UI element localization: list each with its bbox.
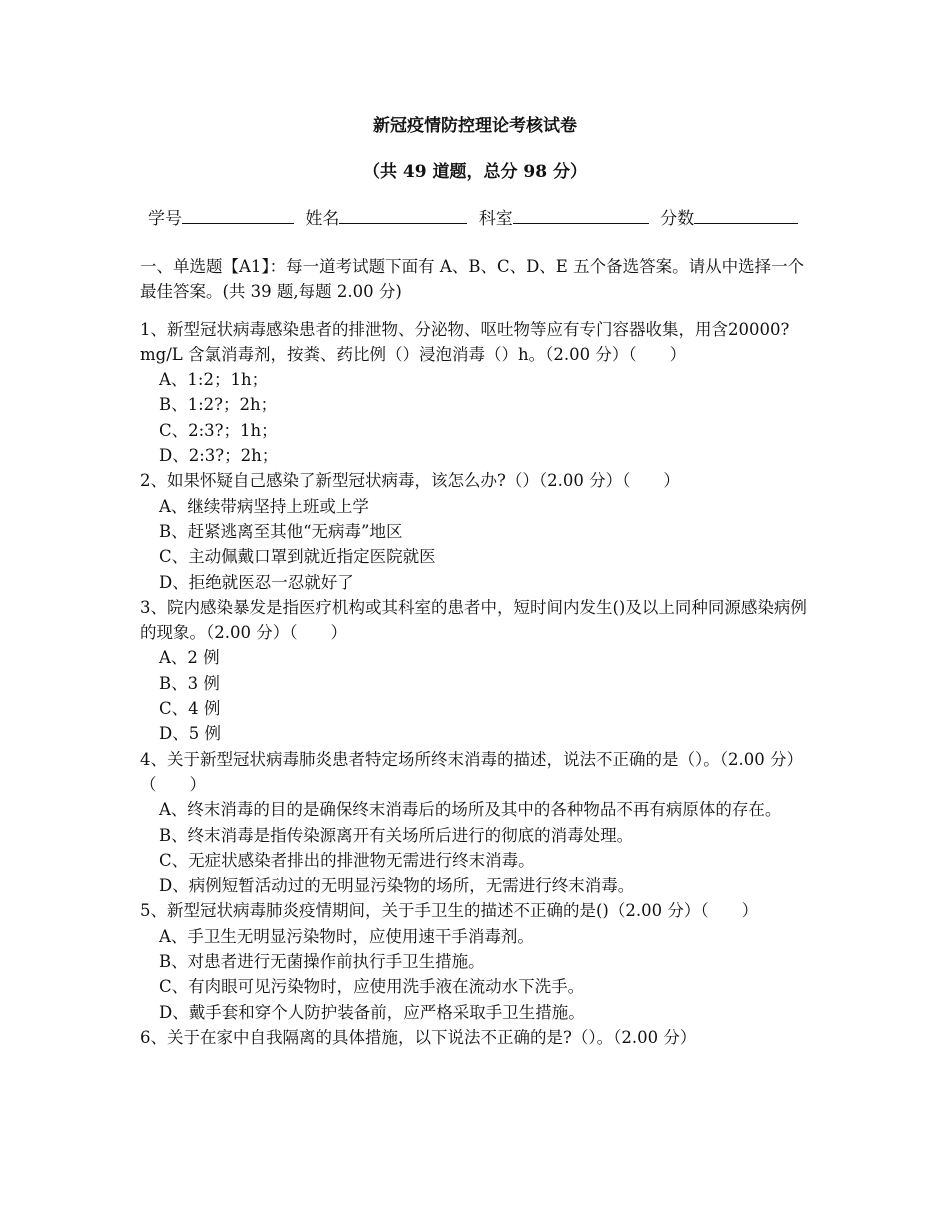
option-d: D、戴手套和穿个人防护装备前，应严格采取手卫生措施。 (159, 1002, 585, 1022)
option-a: A、手卫生无明显污染物时，应使用速干手消毒剂。 (159, 926, 534, 946)
question-stem: 3、院内感染暴发是指医疗机构或其科室的患者中，短时间内发生()及以上同种同源感染病例的现象。（2.00 分）（ ） (140, 597, 807, 643)
student-id-label: 学号 (148, 209, 182, 229)
option-a: A、2 例 (159, 648, 220, 668)
option-c: C、无症状感染者排出的排泄物无需进行终末消毒。 (159, 850, 535, 870)
question-stem: 5、新型冠状病毒肺炎疫情期间，关于手卫生的描述不正确的是()（2.00 分）（ ） (140, 901, 759, 921)
question-1 (140, 317, 810, 469)
student-info-line (148, 206, 804, 231)
option-d: D、5 例 (159, 724, 221, 744)
option-a: A、继续带病坚持上班或上学 (159, 496, 369, 516)
option-b: B、对患者进行无菌操作前执行手卫生措施。 (159, 952, 485, 972)
question-stem: 1、新型冠状病毒感染患者的排泄物、分泌物、呕吐物等应有专门容器收集，用含20000?mg/L 含氯消毒剂，按粪、药比例（）浸泡消毒（）h。（2.00 分）（ ） (140, 319, 790, 364)
option-a: A、终末消毒的目的是确保终末消毒后的场所及其中的各种物品不再有病原体的存在。 (159, 800, 782, 820)
exam-content (140, 254, 810, 1050)
name-label: 姓名 (305, 209, 340, 229)
option-d: D、病例短暂活动过的无明显污染物的场所，无需进行终末消毒。 (159, 876, 635, 896)
option-b: B、赶紧逃离至其他“无病毒”地区 (159, 521, 403, 541)
question-6 (140, 1025, 810, 1050)
score-blank (694, 206, 798, 224)
option-c: C、有肉眼可见污染物时，应使用洗手液在流动水下洗手。 (159, 977, 585, 997)
exam-subtitle: （共 49 道题，总分 98 分） (363, 162, 587, 182)
question-3 (140, 595, 810, 747)
student-id-blank (182, 206, 294, 224)
score-label: 分数 (660, 209, 695, 229)
option-b: B、终末消毒是指传染源离开有关场所后进行的彻底的消毒处理。 (159, 825, 634, 845)
option-c: C、4 例 (159, 699, 221, 719)
exam-title: 新冠疫情防控理论考核试卷 (373, 116, 577, 136)
option-c: C、主动佩戴口罩到就近指定医院就医 (159, 547, 436, 567)
question-5 (140, 898, 810, 1024)
option-d: D、拒绝就医忍一忍就好了 (159, 572, 354, 592)
name-blank (339, 206, 467, 224)
option-c: C、2:3?；1h； (159, 420, 278, 440)
option-a: A、1:2；1h； (159, 370, 269, 390)
department-blank (513, 206, 649, 224)
question-stem: 4、关于新型冠状病毒肺炎患者特定场所终末消毒的描述，说法不正确的是（）。（2.00 分）（ ） (140, 749, 803, 794)
question-4 (140, 747, 810, 899)
section-header: 一、单选题【A1】：每一道考试题下面有 A、B、C、D、E 五个备选答案。请从中选择一个最佳答案。(共 39 题,每题 2.00 分) (140, 257, 805, 302)
option-d: D、2:3?；2h； (159, 446, 279, 466)
department-label: 科室 (478, 209, 513, 229)
question-stem: 2、如果怀疑自己感染了新型冠状病毒，该怎么办?（）（2.00 分）（ ） (140, 471, 680, 491)
question-stem: 6、关于在家中自我隔离的具体措施，以下说法不正确的是?（）。（2.00 分） (140, 1027, 697, 1047)
option-b: B、1:2?；2h； (159, 395, 278, 415)
question-2 (140, 468, 810, 594)
option-b: B、3 例 (159, 673, 220, 693)
